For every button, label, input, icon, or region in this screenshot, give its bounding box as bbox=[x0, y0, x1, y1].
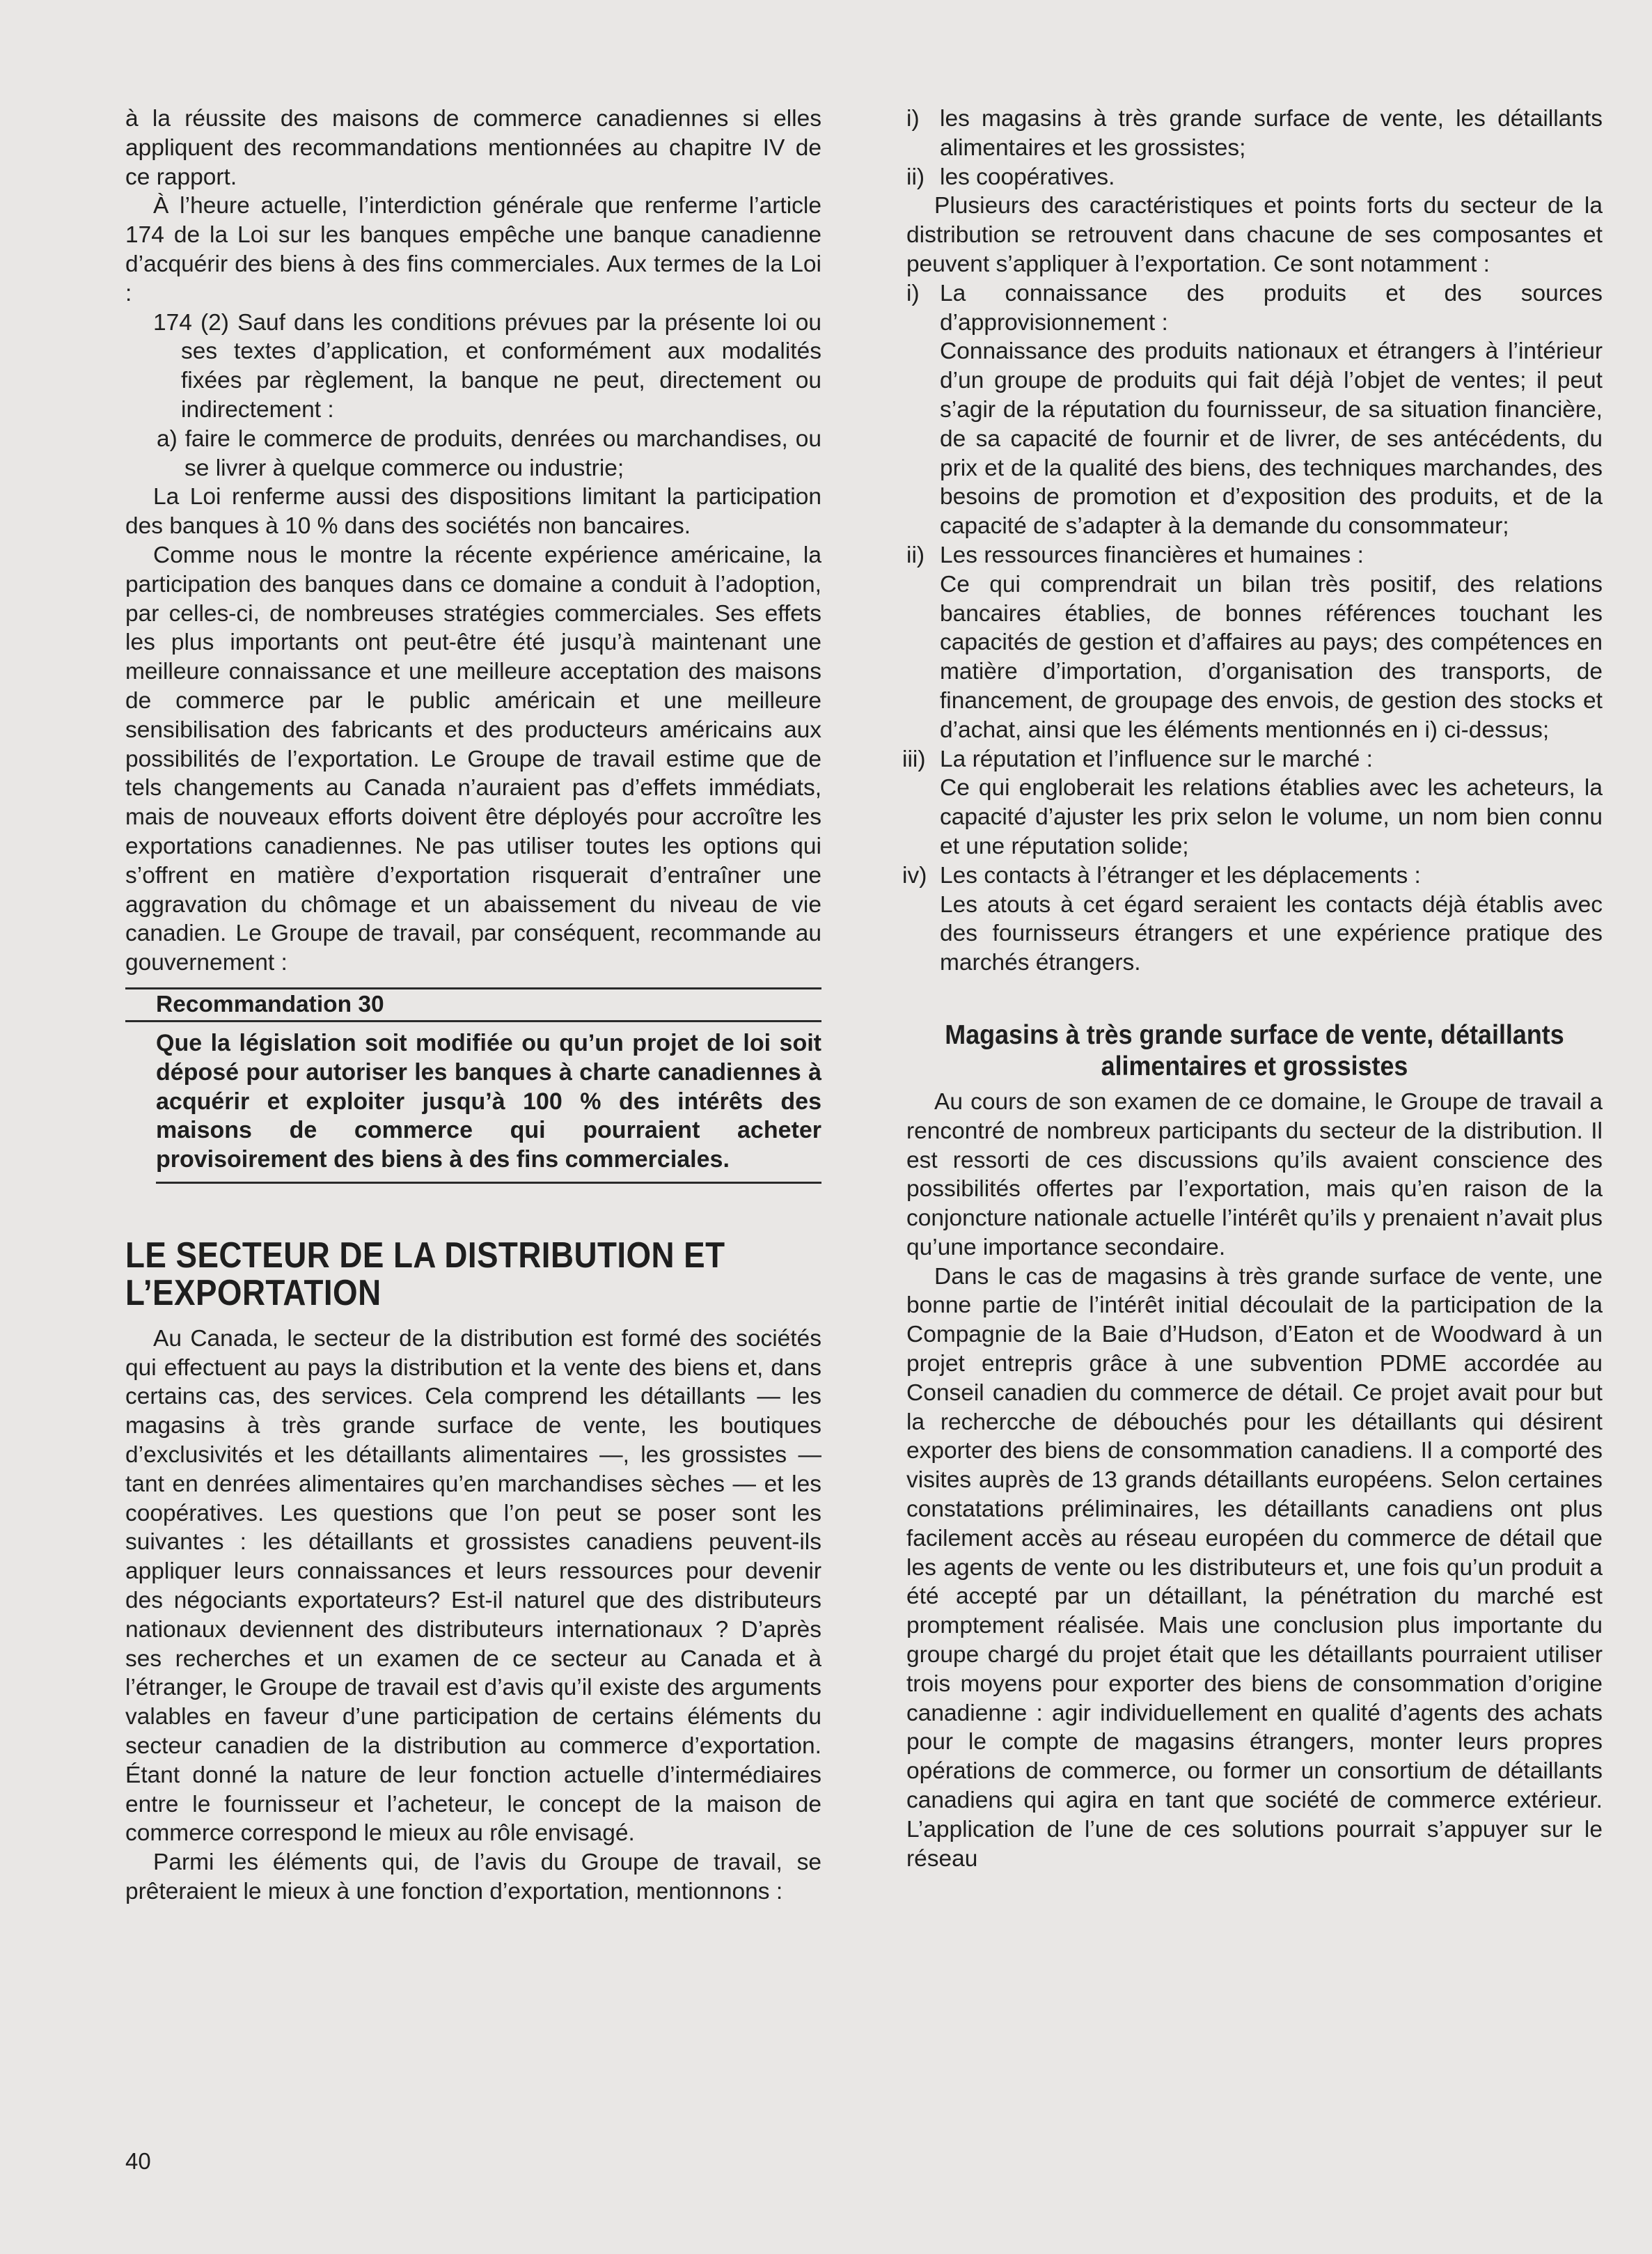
paragraph: À l’heure actuelle, l’interdiction générale que renferme l’article 174 de la Loi sur les banques empêche une banque canadienne d’acquérir des biens à des fins commerciales. Aux termes de la Loi : bbox=[125, 193, 821, 306]
paragraph: Au cours de son examen de ce domaine, le Groupe de travail a rencontré de nombreux participants du secteur de la distribution. Il est ressorti de ces discussions qu’ils avaient conscience des possibilités offertes par l’exportation, mais qu’en raison de la conjoncture nationale actuelle l’intérêt qu’ils y prenaient n’avait plus qu’une importance secondaire. bbox=[906, 1088, 1603, 1260]
list-item-text: les coopératives. bbox=[940, 164, 1115, 190]
paragraph: Au Canada, le secteur de la distribution est formé des sociétés qui effectuent au pays la distribution et la vente des biens et, dans certains cas, des services. Cela comprend les détaillants — les magasins à très grande surface de vente, les boutiques d’exclusivités et les détaillants alimentaires —, les grossistes — tant en denrées alimentaires qu’en marchandises sèches — et les coopératives. Les questions que l’on peut se poser sont les suivantes : les détaillants et grossistes canadiens peuvent-ils appliquer leurs connaissances et leurs ressources pour devenir des négociants exportateurs? Est-il naturel que des distributeurs nationaux deviennent des distributeurs internationaux ? D’après ses recherches et un examen de ce secteur au Canada et à l’étranger, le Groupe de travail est d’avis qu’il existe des arguments valables en faveur d’une participation de certains éléments du secteur canadien de la distribution au commerce d’exportation. Étant donné la nature de leur fonction actuelle d’intermédiaires entre le fournisseur et l’acheteur, le concept de la maison de commerce correspond le mieux au rôle envisagé. bbox=[125, 1325, 821, 1847]
list-item-label: iii) bbox=[902, 746, 926, 772]
section-heading: LE SECTEUR DE LA DISTRIBUTION ET L’EXPORTATION bbox=[125, 1235, 725, 1313]
paragraph: à la réussite des maisons de commerce canadiennes si elles appliquent des recommandations mentionnées au chapitre IV de ce rapport. bbox=[125, 106, 821, 190]
paragraph: Dans le cas de magasins à très grande surface de vente, une bonne partie de l’intérêt initial découlait de la participation de la Compagnie de la Baie d’Hudson, d’Eaton et de Woodward à un projet entrepris grâce à une subvention PDME accordée au Conseil canadien du commerce de détail. Ce projet avait pour but la rechercche de débouchés pour les détaillants qui désirent exporter des biens de consommation canadiens. Il a comporté des visites auprès de 13 grands détaillants européens. Selon certaines constatations préliminaires, les détaillants canadiens ont plus facilement accès au réseau européen du commerce de détail que les agents de vente ou les distributeurs et, une fois qu’un produit a été accepté par un détaillant, la pénétration du marché est promptement réalisée. Mais une conclusion plus importante du groupe chargé du projet était que les détaillants pourraient utiliser trois moyens pour exporter des biens de consommation d’origine canadienne : agir individuellement en qualité d’agents des achats pour le compte de magasins étrangers, monter leurs propres opérations de commerce, ou former un consortium de détaillants canadiens qui agira en tant que société de commerce extérieur. L’application de l’une de ces solutions pourrait s’appuyer sur le réseau bbox=[906, 1263, 1603, 1872]
law-item-text: faire le commerce de produits, denrées ou marchandises, ou se livrer à quelque commerce ou industrie; bbox=[184, 425, 821, 481]
list-item-label: ii) bbox=[906, 164, 925, 190]
recommendation-title: Recommandation 30 bbox=[125, 987, 821, 1022]
left-column bbox=[125, 104, 821, 1907]
list-item bbox=[902, 745, 1603, 774]
list-item-text: les magasins à très grande surface de vente, les détaillants alimentaires et les grossistes; bbox=[940, 106, 1603, 161]
paragraph: Parmi les éléments qui, de l’avis du Groupe de travail, se prêteraient le mieux à une fonction d’exportation, mentionnons : bbox=[125, 1849, 821, 1905]
list-item-label: i) bbox=[906, 280, 920, 306]
list-item-text: La connaissance des produits et des sources d’approvisionnement : bbox=[940, 280, 1603, 336]
list-item-text: Les contacts à l’étranger et les déplacements : bbox=[940, 862, 1421, 889]
page-number: 40 bbox=[125, 2148, 151, 2174]
list-item bbox=[906, 541, 1603, 570]
list-item bbox=[902, 861, 1603, 891]
list-item bbox=[906, 163, 1603, 192]
recommendation-text: Que la législation soit modifiée ou qu’un projet de loi soit déposé pour autoriser les banques à charte canadiennes à acquérir et exploiter jusqu’à 100 % des intérêts des maisons de commerce qui pourraient acheter provisoirement des biens à des fins commerciales. bbox=[156, 1029, 821, 1184]
subsection-heading: Magasins à très grande surface de vente, détaillants alimentaires et grossistes bbox=[945, 1019, 1564, 1081]
law-item-label: a) bbox=[157, 425, 178, 452]
paragraph: La Loi renferme aussi des dispositions limitant la participation des banques à 10 % dans des sociétés non bancaires. bbox=[125, 484, 821, 540]
list-item-text: La réputation et l’influence sur le marché : bbox=[940, 746, 1373, 772]
right-column bbox=[902, 104, 1603, 1873]
list-item-detail: Connaissance des produits nationaux et étrangers à l’intérieur d’un groupe de produits qui fait déjà l’objet de ventes; il peut s’agir de la réputation du fournisseur, de sa situation financière, de sa capacité de fournir et de livrer, de ses antécédents, du prix et de la qualité des biens, des techniques marchandes, des besoins de promotion et d’exposition des produits, et de la capacité de s’adapter à la demande du consommateur; bbox=[940, 338, 1603, 540]
list-item-label: i) bbox=[906, 106, 920, 132]
list-item bbox=[906, 279, 1603, 338]
law-quote: 174 (2) Sauf dans les conditions prévues par la présente loi ou ses textes d’application, et conformément aux modalités fixées par règlement, la banque ne peut, directement ou indirectement : bbox=[153, 309, 821, 423]
list-item-detail: Ce qui comprendrait un bilan très positif, des relations bancaires établies, de bonnes références touchant les capacités de gestion et d’affaires au pays; des compétences en matière d’importation, d’organisation des transports, de financement, de groupage des envois, de gestion des stocks et d’achat, ainsi que les éléments mentionnés en i) ci-dessus; bbox=[940, 571, 1603, 743]
list-item-detail: Les atouts à cet égard seraient les contacts déjà établis avec des fournisseurs étrangers et une expérience pratique des marchés étrangers. bbox=[940, 891, 1603, 976]
list-item-detail: Ce qui engloberait les relations établies avec les acheteurs, la capacité d’ajuster les prix selon le volume, un nom bien connu et une réputation solide; bbox=[940, 775, 1603, 859]
paragraph: Comme nous le montre la récente expérience américaine, la participation des banques dans ce domaine a conduit à l’adoption, par celles-ci, de nombreuses stratégies commerciales. Ses effets les plus importants ont peut-être été jusqu’à maintenant une meilleure connaissance et une meilleure acceptation des maisons de commerce par le public américain et une meilleure sensibilisation des fabricants et des producteurs américains aux possibilités de l’exportation. Le Groupe de travail estime que de tels changements au Canada n’auraient pas d’effets immédiats, mais de nouveaux efforts doivent être déployés pour accroître les exportations canadiennes. Ne pas utiliser toutes les options qui s’offrent en matière d’exportation risquerait d’entraîner une aggravation du chômage et un abaissement du niveau de vie canadien. Le Groupe de travail, par conséquent, recommande au gouvernement : bbox=[125, 542, 821, 976]
list-item-label: iv) bbox=[902, 862, 927, 889]
list-item-text: Les ressources financières et humaines : bbox=[940, 542, 1364, 568]
list-item bbox=[906, 104, 1603, 163]
list-item-label: ii) bbox=[906, 542, 925, 568]
paragraph: Plusieurs des caractéristiques et points forts du secteur de la distribution se retrouvent dans chacune de ses composantes et peuvent s’appliquer à l’exportation. Ce sont notamment : bbox=[906, 193, 1603, 277]
law-quote-item bbox=[125, 425, 821, 483]
